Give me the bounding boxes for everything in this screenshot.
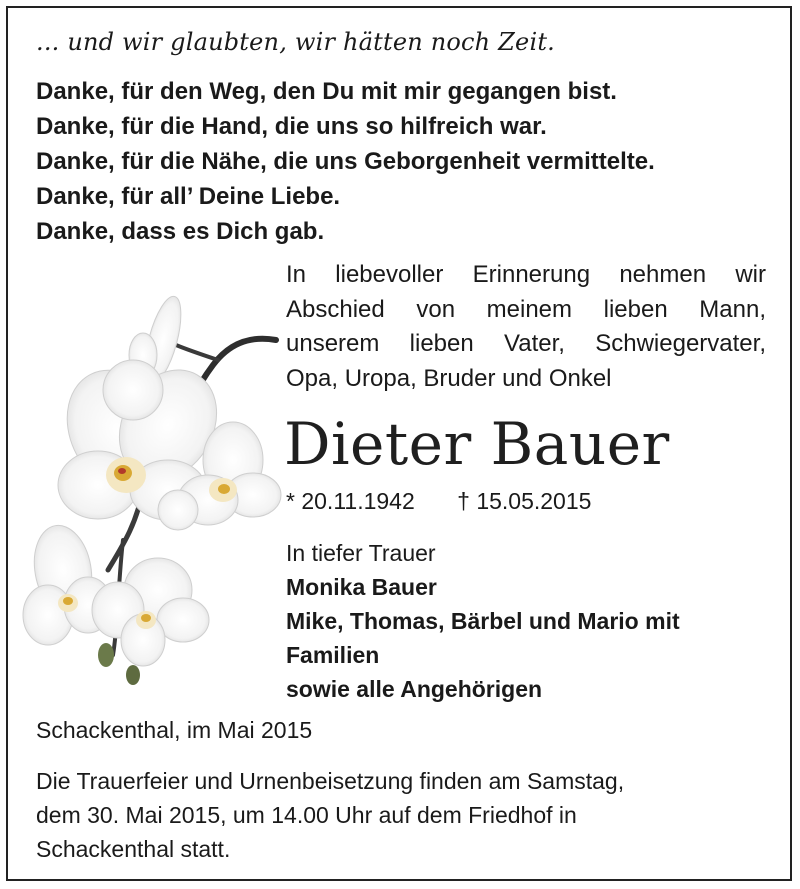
- service-line: dem 30. Mai 2015, um 14.00 Uhr auf dem Friedhof in: [36, 802, 577, 828]
- death-date: † 15.05.2015: [457, 488, 592, 514]
- intro-line: In liebevoller Erinnerung nehmen wir: [286, 261, 766, 288]
- intro-line: unserem lieben Vater, Schwiegervater,: [286, 330, 766, 357]
- thanks-line: Danke, für den Weg, den Du mit mir gegangen bist.: [36, 78, 617, 105]
- thanks-block: [36, 74, 776, 249]
- mourners-block: [286, 536, 766, 706]
- deceased-name: Dieter Bauer: [284, 410, 670, 478]
- mourner-name: Monika Bauer: [286, 574, 437, 600]
- place-date: Schackenthal, im Mai 2015: [36, 717, 313, 743]
- thanks-line: Danke, für die Nähe, die uns Geborgenheit vermittelte.: [36, 148, 655, 175]
- motto: ... und wir glaubten, wir hätten noch Zeit.: [36, 28, 555, 56]
- service-line: Die Trauerfeier und Urnenbeisetzung finden am Samstag,: [36, 768, 625, 794]
- thanks-line: Danke, für die Hand, die uns so hilfreich war.: [36, 113, 547, 140]
- mourner-name: Familien: [286, 642, 380, 668]
- thanks-line: Danke, für all’ Deine Liebe.: [36, 183, 341, 210]
- life-dates: [286, 488, 591, 515]
- mourner-name: Mike, Thomas, Bärbel und Mario mit: [286, 608, 680, 634]
- birth-date: * 20.11.1942: [286, 488, 415, 514]
- mourner-name: sowie alle Angehörigen: [286, 676, 543, 702]
- service-info: [36, 764, 756, 866]
- intro-text: [286, 258, 766, 396]
- intro-line: Opa, Uropa, Bruder und Onkel: [286, 364, 612, 392]
- intro-line: Abschied von meinem lieben Mann,: [286, 295, 766, 323]
- thanks-line: Danke, dass es Dich gab.: [36, 218, 325, 245]
- mourners-heading: In tiefer Trauer: [286, 540, 436, 566]
- service-line: Schackenthal statt.: [36, 836, 231, 862]
- orchid-illustration: [18, 285, 288, 705]
